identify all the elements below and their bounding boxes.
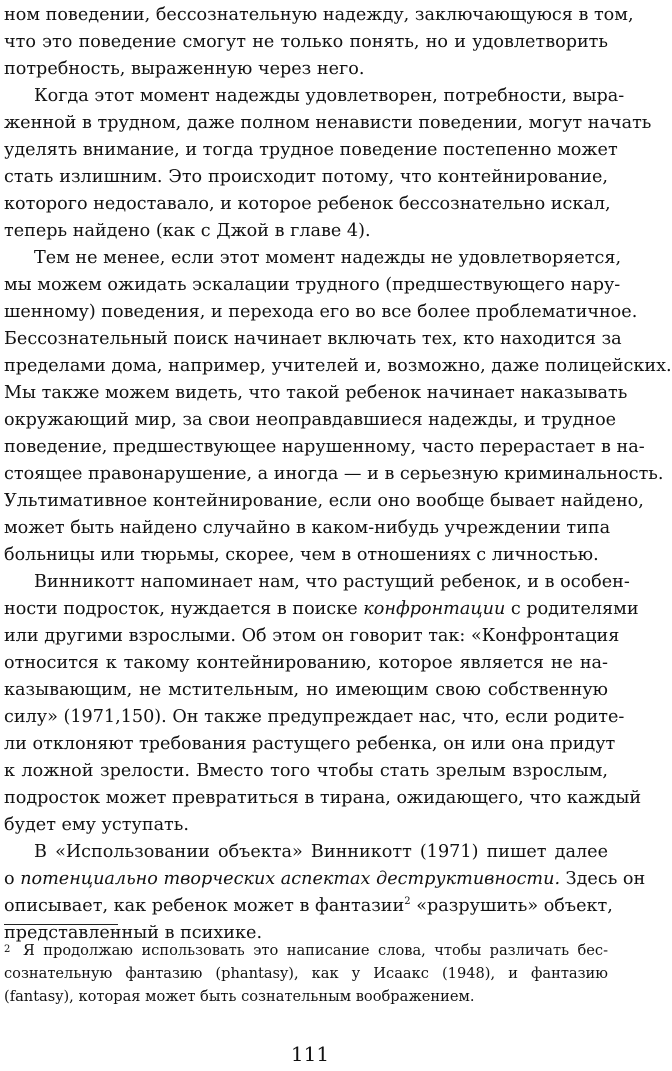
text-line: относится к такому контейнированию, которое является не на- bbox=[4, 653, 608, 673]
text-line: Ультимативное контейнирование, если оно вообще бывает найдено, bbox=[4, 491, 644, 511]
text-segment: «разрушить» объект, bbox=[410, 896, 613, 916]
text-line: будет ему уступать. bbox=[4, 815, 189, 835]
text-segment: с родителями bbox=[505, 599, 639, 619]
text-line: шенному) поведения, и перехода его во все более проблематичное. bbox=[4, 302, 638, 322]
text-line: женной в трудном, даже полном ненависти поведении, могут начать bbox=[4, 113, 652, 133]
text-segment: описывает, как ребенок может в фантазии bbox=[4, 896, 405, 916]
text-line: представленный в психике. bbox=[4, 923, 263, 943]
text-line: которого недоставало, и которое ребенок бессознательно искал, bbox=[4, 194, 611, 214]
text-line bbox=[4, 893, 613, 920]
text-line: силу» (1971,150). Он также предупреждает нас, что, если родите- bbox=[4, 707, 625, 727]
footnote-reference: 2 bbox=[404, 896, 411, 907]
text-line: к ложной зрелости. Вместо того чтобы стать зрелым взрослым, bbox=[4, 761, 608, 781]
footnote-marker: 2 bbox=[4, 944, 11, 955]
text-line: мы можем ожидать эскалации трудного (предшествующего нару- bbox=[4, 275, 621, 295]
text-line: что это поведение смогут не только понять, но и удовлетворить bbox=[4, 32, 608, 52]
text-line: подросток может превратиться в тирана, ожидающего, что каждый bbox=[4, 788, 642, 808]
text-line: больницы или тюрьмы, скорее, чем в отношениях с личностью. bbox=[4, 545, 599, 565]
text-line bbox=[4, 596, 639, 623]
text-line: Мы также можем видеть, что такой ребенок начинает наказывать bbox=[4, 383, 628, 403]
text-line: пределами дома, например, учителей и, возможно, даже полицейских. bbox=[4, 356, 672, 376]
emphasis-text: потенциально творческих аспектах деструктивности. bbox=[20, 869, 561, 889]
footnote-divider bbox=[4, 924, 118, 925]
footnote-line: Я продолжаю использовать это написание слова, чтобы различать бес- bbox=[23, 942, 608, 959]
text-segment: о bbox=[4, 869, 21, 889]
text-line: поведение, предшествующее нарушенному, часто перерастает в на- bbox=[4, 437, 645, 457]
paragraph-first-line: В «Использовании объекта» Винникотт (1971) пишет далее bbox=[34, 842, 608, 862]
text-line bbox=[4, 866, 646, 893]
footnote-line: сознательную фантазию (phantasy), как у Исаакс (1948), и фантазию bbox=[4, 965, 608, 982]
text-line: потребность, выраженную через него. bbox=[4, 59, 365, 79]
text-line: ном поведении, бессознательную надежду, заключающуюся в том, bbox=[4, 5, 634, 25]
paragraph-first-line: Тем не менее, если этот момент надежды не удовлетворяется, bbox=[34, 248, 622, 268]
text-segment: Здесь он bbox=[560, 869, 646, 889]
text-line: или другими взрослыми. Об этом он говорит так: «Конфронтация bbox=[4, 626, 620, 646]
emphasis-text: конфронтации bbox=[363, 599, 506, 619]
text-segment: ности подросток, нуждается в поиске bbox=[4, 599, 364, 619]
paragraph-first-line: Когда этот момент надежды удовлетворен, потребности, выра- bbox=[34, 86, 625, 106]
text-line: окружающий мир, за свои неоправдавшиеся надежды, и трудное bbox=[4, 410, 617, 430]
text-line: стать излишним. Это происходит потому, что контейнирование, bbox=[4, 167, 608, 187]
text-line: уделять внимание, и тогда трудное поведение постепенно может bbox=[4, 140, 618, 160]
footnote-line: (fantasy), которая может быть сознательным воображением. bbox=[4, 988, 475, 1005]
text-line: ли отклоняют требования растущего ребенка, он или она придут bbox=[4, 734, 616, 754]
text-line: теперь найдено (как с Джой в главе 4). bbox=[4, 221, 371, 241]
paragraph-first-line: Винникотт напоминает нам, что растущий ребенок, и в особен- bbox=[34, 572, 630, 592]
text-line: может быть найдено случайно в каком-нибудь учреждении типа bbox=[4, 518, 611, 538]
text-line: стоящее правонарушение, а иногда — и в серьезную криминальность. bbox=[4, 464, 664, 484]
page-number: 111 bbox=[290, 1042, 330, 1066]
text-line: Бессознательный поиск начинает включать тех, кто находится за bbox=[4, 329, 622, 349]
text-line: казывающим, не мстительным, но имеющим свою собственную bbox=[4, 680, 608, 700]
